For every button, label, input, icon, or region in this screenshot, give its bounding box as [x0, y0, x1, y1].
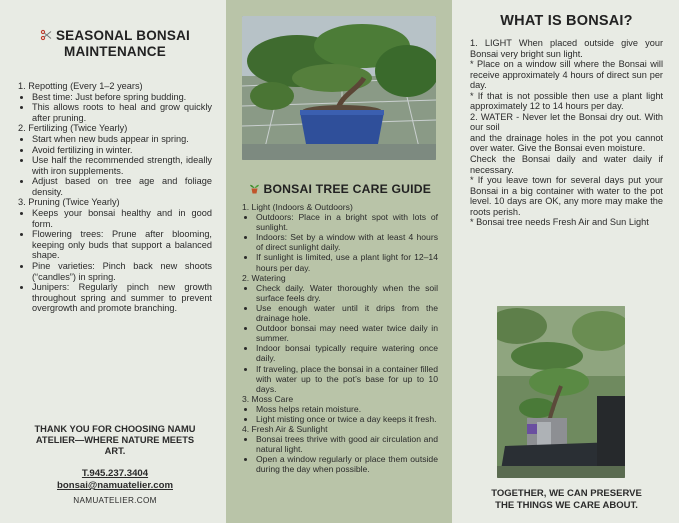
list-item: • Check daily. Water thoroughly when the soil surface feels dry.	[256, 283, 438, 303]
care-guide-title	[242, 182, 438, 198]
thanks-line3: ART.	[104, 446, 126, 456]
list-section	[18, 81, 212, 123]
list-item: • Use enough water until it drips from the drainage hole.	[256, 303, 438, 323]
paragraph: * If that is not possible then use a plant light approximately 12 to 14 hours per day.	[470, 90, 663, 112]
section-items	[242, 404, 438, 424]
email-link[interactable]: bonsai@namuatelier.com	[57, 480, 173, 491]
potted-plant-icon	[249, 182, 260, 198]
list-item: • Moss helps retain moisture.	[256, 404, 438, 414]
list-section	[242, 273, 438, 394]
section-items	[18, 92, 212, 124]
together-message	[470, 488, 663, 512]
list-section	[242, 424, 438, 474]
list-item: • If sunlight is limited, use a plant light for 12–14 hours per day.	[256, 252, 438, 272]
phone-number[interactable]: T.945.237.3404	[81, 468, 149, 479]
list-item: • Use half the recommended strength, ideally with iron supplements.	[32, 155, 212, 176]
together-line1: TOGETHER, WE CAN PRESERVE	[491, 488, 642, 499]
list-item: • Avoid fertilizing in winter.	[32, 145, 212, 156]
section-heading: 2. Fertilizing (Twice Yearly)	[18, 123, 128, 134]
list-item: • Indoor bonsai typically require watering once daily.	[256, 343, 438, 363]
list-item: • Keeps your bonsai healthy and in good form.	[32, 208, 212, 229]
scissors-icon	[40, 29, 52, 44]
care-guide-title-text: BONSAI TREE CARE GUIDE	[263, 182, 432, 197]
together-line2: THE THINGS WE CARE ABOUT.	[495, 500, 638, 511]
list-item: • Pine varieties: Pinch back new shoots (“candles”) in spring.	[32, 261, 212, 282]
paragraph: * If you leave town for several days put your Bonsai in a big container with water to the pot level. 10 days are OK, any more may make the roots perish.	[470, 175, 663, 217]
maintenance-title-line1: SEASONAL BONSAI	[55, 28, 190, 43]
list-item: • Light misting once or twice a day keeps it fresh.	[256, 414, 438, 424]
paragraph: 1. LIGHT When placed outside give your Bonsai very bright sun light.	[470, 38, 663, 59]
list-item: • Open a window regularly or place them outside during the day when possible.	[256, 454, 438, 474]
maintenance-title-line2: MAINTENANCE	[64, 43, 166, 59]
website-text: NAMUATELIER.COM	[73, 496, 157, 505]
paragraph: Check the Bonsai daily and water daily if necessary.	[470, 154, 663, 175]
what-is-bonsai-text	[470, 38, 663, 228]
list-section	[18, 197, 212, 314]
contact-block	[18, 468, 212, 507]
list-item: • Bonsai trees thrive with good air circulation and natural light.	[256, 434, 438, 454]
section-heading: 3. Moss Care	[242, 393, 294, 404]
section-heading: 1. Repotting (Every 1–2 years)	[18, 80, 143, 91]
list-item: • Outdoors: Place in a bright spot with lots of sunlight.	[256, 212, 438, 232]
paragraph: 2. WATER - Never let the Bonsai dry out. With our soil	[470, 111, 663, 133]
list-section	[242, 394, 438, 424]
what-is-bonsai-title: WHAT IS BONSAI?	[500, 13, 633, 29]
care-guide-panel	[226, 0, 452, 523]
list-item: • Indoors: Set by a window with at least 4 hours of direct sunlight daily.	[256, 232, 438, 252]
bonsai-photo-large	[242, 16, 436, 160]
section-heading: 3. Pruning (Twice Yearly)	[18, 197, 120, 208]
bonsai-photo-small	[497, 306, 625, 478]
care-guide-list	[242, 202, 438, 475]
section-items	[242, 283, 438, 394]
list-item: • This allows roots to heal and grow quickly after pruning.	[32, 102, 212, 123]
section-items	[18, 134, 212, 198]
list-item: • Outdoor bonsai may need water twice daily in summer.	[256, 323, 438, 343]
list-item: • Junipers: Regularly pinch new growth throughout spring and summer to prevent overgrowth and promote branching.	[32, 282, 212, 314]
list-section	[242, 202, 438, 273]
section-heading: 1. Light (Indoors & Outdoors)	[242, 202, 353, 212]
what-is-bonsai-panel	[452, 0, 679, 523]
maintenance-title	[18, 28, 212, 59]
list-item: • Adjust based on tree age and foliage density.	[32, 176, 212, 197]
thanks-line1: THANK YOU FOR CHOOSING NAMU	[34, 424, 196, 434]
section-items	[242, 434, 438, 474]
section-heading: 2. Watering	[242, 272, 286, 283]
list-section	[18, 123, 212, 197]
section-items	[242, 212, 438, 273]
paragraph: * Bonsai tree needs Fresh Air and Sun Light	[470, 217, 649, 228]
list-item: • Start when new buds appear in spring.	[32, 134, 212, 145]
list-item: • Flowering trees: Prune after blooming, keeping only buds that support a balanced shape.	[32, 229, 212, 261]
section-items	[18, 208, 212, 314]
list-item: • Best time: Just before spring budding.	[32, 92, 212, 103]
list-item: • If traveling, place the bonsai in a container filled with water up to the pot’s base for up to 10 days.	[256, 364, 438, 394]
section-heading: 4. Fresh Air & Sunlight	[242, 424, 328, 435]
paragraph: * Place on a window sill where the Bonsai will receive approximately 4 hours of direct sun per day.	[470, 59, 663, 91]
thanks-line2: ATELIER—WHERE NATURE MEETS	[35, 435, 195, 445]
thanks-message	[18, 424, 212, 457]
maintenance-panel	[0, 0, 226, 523]
paragraph: and the drainage holes in the pot you cannot over water. Give the Bonsai even moisture.	[470, 132, 663, 154]
maintenance-list	[18, 81, 212, 314]
